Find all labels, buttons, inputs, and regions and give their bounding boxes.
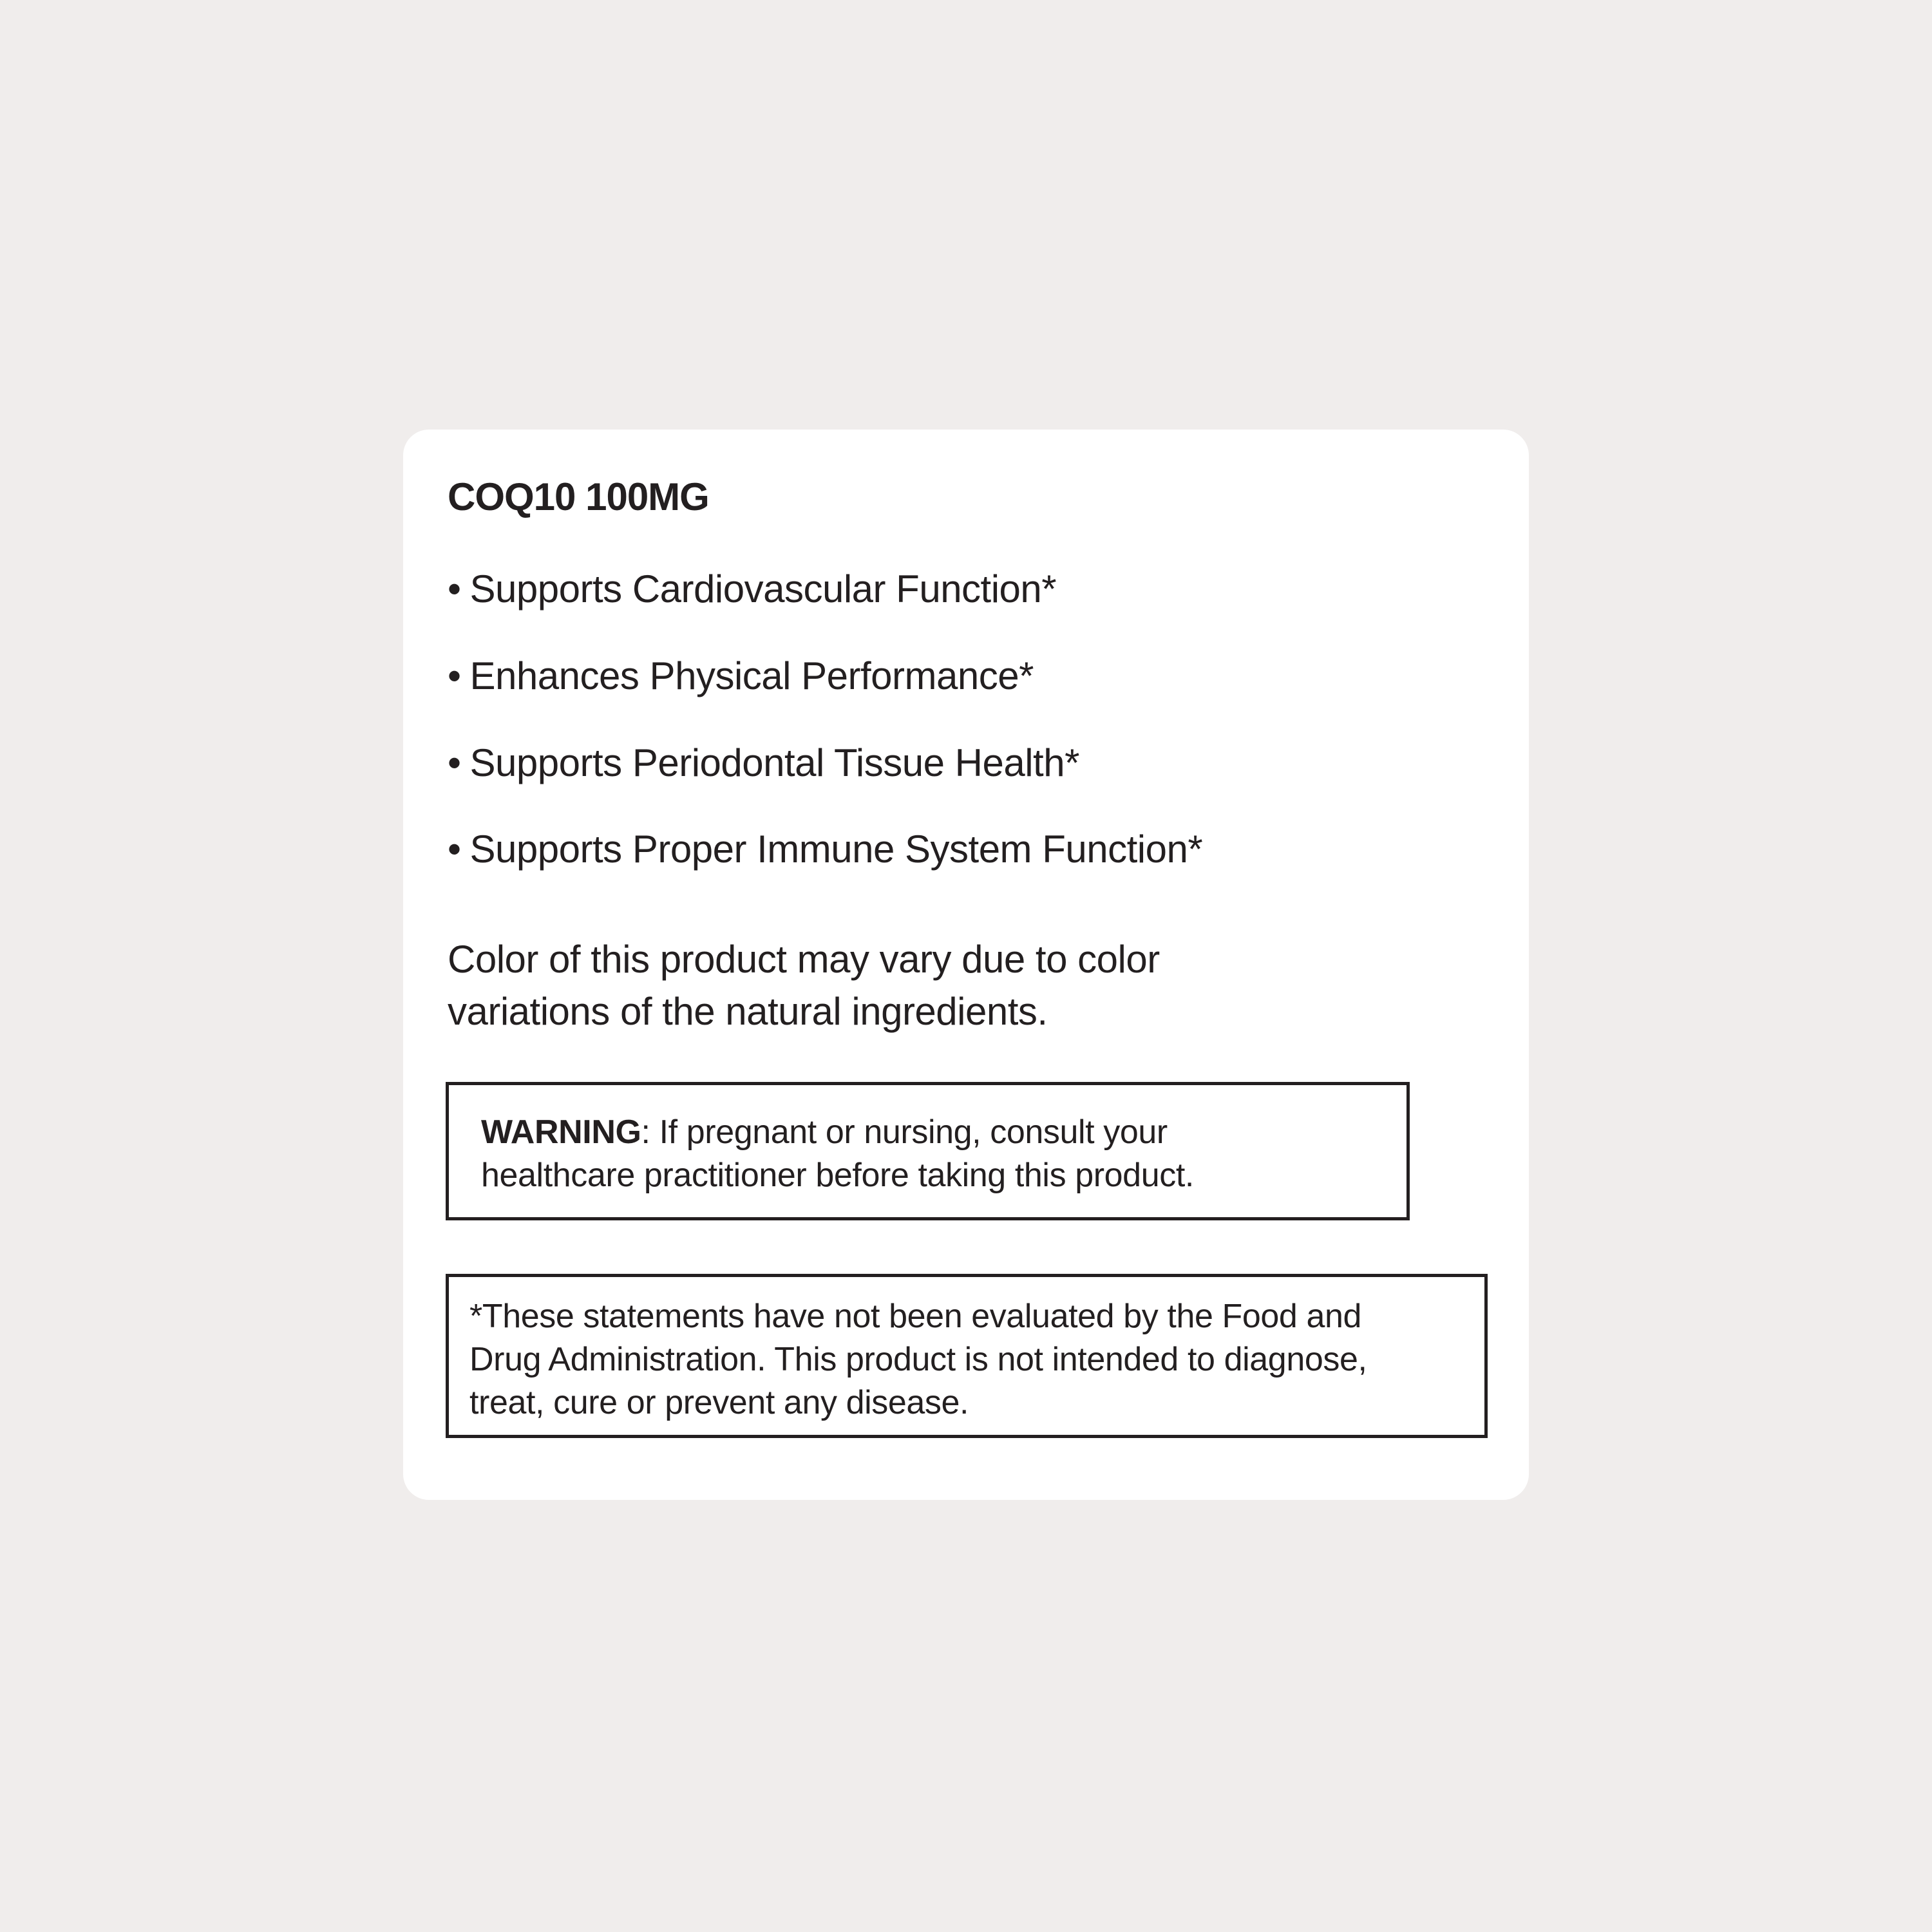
color-note-line: variations of the natural ingredients. (448, 990, 1048, 1033)
benefit-item (448, 741, 1079, 784)
disclaimer-line: treat, cure or prevent any disease. (469, 1384, 969, 1421)
bullet-icon: • (448, 741, 461, 784)
warning-line: healthcare practitioner before taking this product. (481, 1157, 1194, 1194)
warning-line-text: : If pregnant or nursing, consult your (641, 1113, 1168, 1151)
product-label-card (403, 430, 1529, 1500)
bullet-icon: • (448, 654, 461, 697)
benefit-item (448, 654, 1034, 697)
warning-label: WARNING (481, 1113, 641, 1151)
benefit-item (448, 830, 1202, 869)
color-variation-note (448, 933, 1349, 1037)
benefit-text: Enhances Physical Performance* (469, 654, 1034, 697)
disclaimer-line: *These statements have not been evaluated by the Food and (469, 1298, 1362, 1335)
benefit-text: Supports Periodontal Tissue Health* (469, 741, 1079, 784)
bullet-icon: • (448, 828, 461, 871)
benefit-item (448, 567, 1057, 611)
warning-line (481, 1111, 1194, 1154)
fda-disclaimer-box (446, 1274, 1488, 1438)
bullet-icon: • (448, 567, 461, 611)
warning-box (446, 1082, 1410, 1220)
product-title: COQ10 100MG (448, 475, 709, 518)
color-note-line: Color of this product may vary due to color (448, 938, 1160, 981)
disclaimer-line: Drug Administration. This product is not intended to diagnose, (469, 1341, 1367, 1378)
fda-disclaimer-text (469, 1295, 1367, 1425)
warning-text (481, 1111, 1194, 1197)
benefit-text: Supports Proper Immune System Function* (469, 828, 1203, 871)
benefit-text: Supports Cardiovascular Function* (469, 567, 1057, 611)
